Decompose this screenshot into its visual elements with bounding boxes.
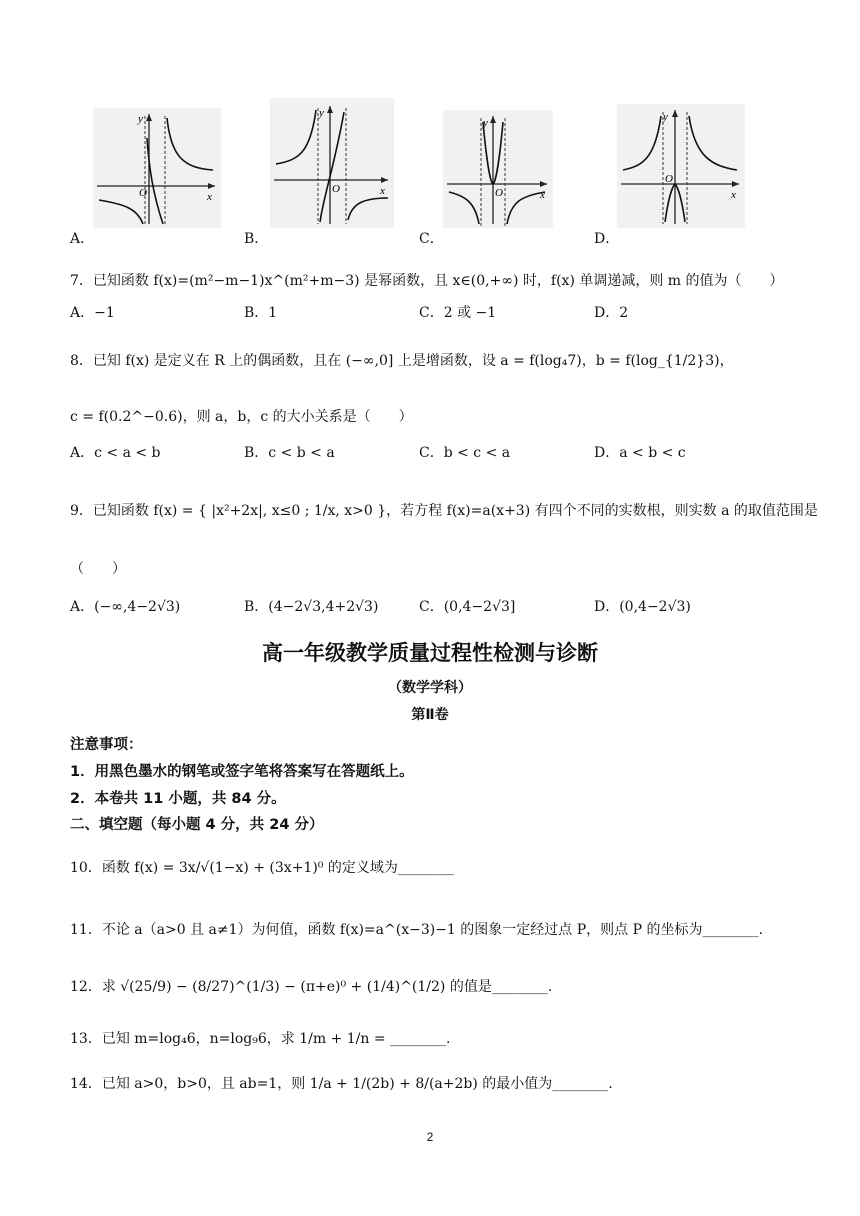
origin-label: O xyxy=(665,173,673,185)
question-14: 14．已知 a>0，b>0，且 ab=1，则 1/a + 1/(2b) + 8/(a+2b) 的最小值为________. xyxy=(70,1076,613,1092)
origin-label: O xyxy=(332,183,340,195)
axis-x-label: x xyxy=(207,191,212,203)
subject-label: （数学学科） xyxy=(388,680,472,696)
graph-option-c-label: C． xyxy=(419,231,444,247)
question-9-option-a: A．(−∞,4−2√3) xyxy=(70,599,181,615)
axis-y-label: y xyxy=(483,117,488,129)
question-7-option-b: B．1 xyxy=(244,305,278,321)
question-9-paren: （ ） xyxy=(70,561,126,577)
question-7-option-a: A．−1 xyxy=(70,305,115,321)
graph-option-d xyxy=(617,104,745,228)
page-number: 2 xyxy=(426,1130,434,1144)
axis-y-label: y xyxy=(319,107,324,119)
notice-item-1: 1．用黑色墨水的钢笔或签字笔将答案写在答题纸上。 xyxy=(70,764,414,780)
graph-option-d-label: D． xyxy=(594,231,620,247)
exam-title: 高一年级教学质量过程性检测与诊断 xyxy=(262,641,598,665)
question-8-option-b: B．c < b < a xyxy=(244,445,335,461)
origin-label: O xyxy=(495,187,503,199)
question-13: 13．已知 m=log₄6，n=log₉6，求 1/m + 1/n = ________. xyxy=(70,1031,451,1047)
question-7-stem: 7．已知函数 f(x)=(m²−m−1)x^(m²+m−3) 是幂函数，且 x∈(0,+∞) 时，f(x) 单调递减，则 m 的值为（ ） xyxy=(70,273,784,289)
section-heading: 二、填空题（每小题 4 分，共 24 分） xyxy=(70,817,324,833)
volume-label: 第Ⅱ卷 xyxy=(411,707,449,723)
question-7-option-c: C．2 或 −1 xyxy=(419,305,497,321)
axis-x-label: x xyxy=(380,185,385,197)
graph-option-c xyxy=(443,110,553,228)
graph-option-a-label: A． xyxy=(70,231,95,247)
question-8-stem-line2: c = f(0.2^−0.6)，则 a，b，c 的大小关系是（ ） xyxy=(70,409,413,425)
axis-x-label: x xyxy=(731,189,736,201)
origin-label: O xyxy=(139,187,147,199)
axis-y-label: y xyxy=(138,113,143,125)
question-8-option-d: D．a < b < c xyxy=(594,445,686,461)
question-7-option-d: D．2 xyxy=(594,305,629,321)
question-9-option-d: D．(0,4−2√3) xyxy=(594,599,691,615)
question-11: 11．不论 a（a>0 且 a≠1）为何值，函数 f(x)=a^(x−3)−1 的图象一定经过点 P，则点 P 的坐标为________. xyxy=(70,922,763,938)
graph-option-a xyxy=(93,108,221,228)
question-8-option-a: A．c < a < b xyxy=(70,445,161,461)
axis-x-label: x xyxy=(540,189,545,201)
question-10: 10．函数 f(x) = 3x/√(1−x) + (3x+1)⁰ 的定义域为________ xyxy=(70,860,454,876)
question-9-option-c: C．(0,4−2√3] xyxy=(419,599,516,615)
axis-y-label: y xyxy=(663,111,668,123)
question-12: 12．求 √(25/9) − (8/27)^(1/3) − (π+e)⁰ + (1/4)^(1/2) 的值是________. xyxy=(70,979,553,995)
question-9-stem: 9．已知函数 f(x) = { |x²+2x|, x≤0 ; 1/x, x>0 }，若方程 f(x)=a(x+3) 有四个不同的实数根，则实数 a 的取值范围是 xyxy=(70,503,818,519)
notice-heading: 注意事项： xyxy=(70,737,143,753)
graph-option-b xyxy=(270,98,394,228)
question-9-option-b: B．(4−2√3,4+2√3) xyxy=(244,599,379,615)
question-8-option-c: C．b < c < a xyxy=(419,445,511,461)
question-8-stem-line1: 8．已知 f(x) 是定义在 R 上的偶函数，且在 (−∞,0] 上是增函数，设 a = f(log₄7)，b = f(log_{1/2}3)， xyxy=(70,353,734,369)
graph-option-b-label: B． xyxy=(244,231,269,247)
notice-item-2: 2．本卷共 11 小题，共 84 分。 xyxy=(70,791,286,807)
